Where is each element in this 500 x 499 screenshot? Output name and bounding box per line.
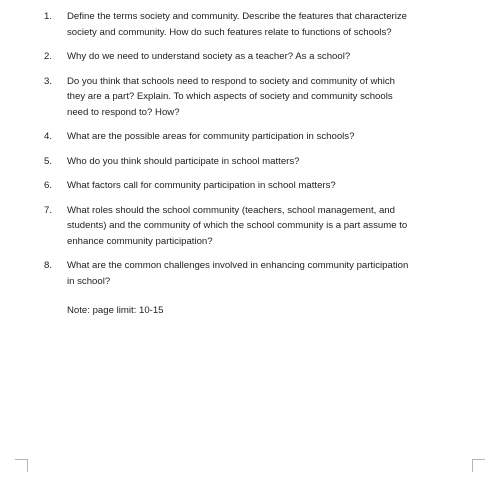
question-number: 6. (44, 180, 53, 191)
question-line: enhance community participation? (67, 235, 213, 247)
question-number: 7. (44, 204, 53, 216)
question-line: Define the terms society and community. Describe the features that characterize (67, 11, 408, 22)
question-number: 2. (44, 51, 53, 62)
question-line: need to respond to? How? (67, 106, 180, 118)
question-item-8 (40, 258, 485, 289)
question-text (67, 74, 485, 121)
question-text (67, 129, 485, 145)
page-margin-corner-left (15, 459, 28, 472)
question-item-2 (40, 49, 485, 65)
question-line: students) and the community of which the school community is a part assume to (67, 220, 408, 231)
question-line: society and community. How do such features relate to functions of schools? (67, 26, 392, 38)
question-text (67, 203, 485, 250)
question-text (67, 9, 485, 40)
page-margin-corner-right (472, 459, 485, 472)
question-text (67, 154, 485, 170)
question-number: 1. (44, 11, 53, 22)
question-item-6 (40, 178, 485, 194)
question-line: Do you think that schools need to respond to society and community of which (67, 75, 395, 87)
question-number: 3. (44, 75, 53, 87)
question-line: in school? (67, 275, 111, 287)
question-line: What roles should the school community (teachers, school management, and (67, 204, 395, 216)
question-item-1 (40, 9, 485, 40)
question-line: they are a part? Explain. To which aspects of society and community schools (67, 91, 393, 102)
question-line: What factors call for community participation in school matters? (67, 180, 336, 191)
question-item-7 (40, 203, 485, 250)
question-text (67, 258, 485, 289)
question-line: What are the common challenges involved in enhancing community participation (67, 260, 409, 271)
question-line: Why do we need to understand society as a teacher? As a school? (67, 51, 351, 62)
question-number: 4. (44, 131, 53, 142)
question-line: What are the possible areas for community participation in schools? (67, 131, 355, 142)
page-limit-note: Note: page limit: 10-15 (67, 305, 164, 316)
question-text (67, 178, 485, 194)
question-line: Who do you think should participate in school matters? (67, 155, 300, 167)
question-text (67, 49, 485, 65)
question-number: 5. (44, 155, 53, 167)
question-number: 8. (44, 260, 53, 271)
question-item-3 (40, 74, 485, 121)
question-item-4 (40, 129, 485, 145)
question-list (40, 9, 485, 298)
question-item-5 (40, 154, 485, 170)
